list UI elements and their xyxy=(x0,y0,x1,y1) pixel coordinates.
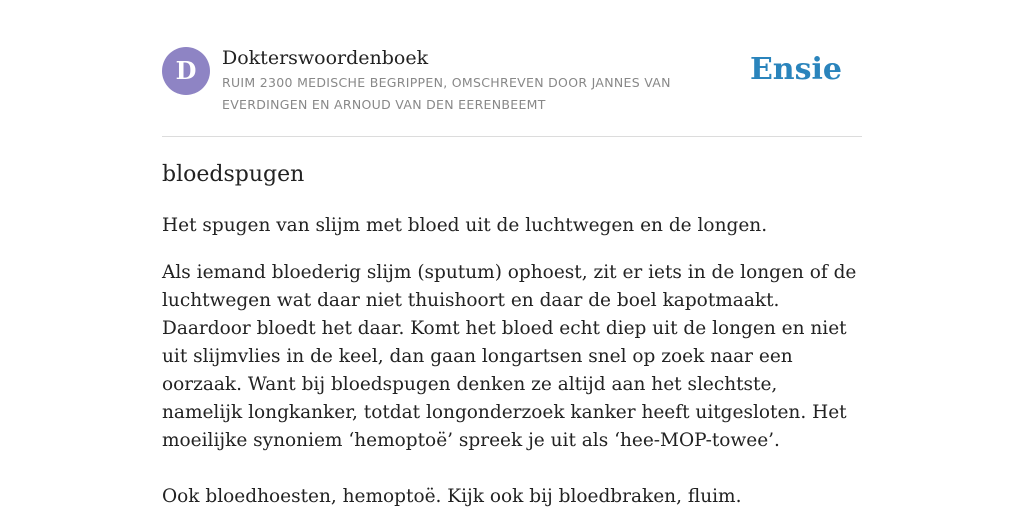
source-avatar[interactable]: D xyxy=(162,47,210,95)
entry-see-also: Ook bloedhoesten, hemoptoë. Kijk ook bij bloedbraken, fluim. xyxy=(162,486,742,507)
entry-content xyxy=(162,158,862,511)
source-title[interactable]: Dokterswoordenboek xyxy=(222,47,429,69)
brand-logo[interactable]: Ensie xyxy=(749,52,842,87)
entry-definition: Het spugen van slijm met bloed uit de luchtwegen en de longen. xyxy=(162,215,768,236)
source-header xyxy=(162,46,862,137)
entry-explanation: Als iemand bloederig slijm (sputum) ophoest, zit er iets in de longen of de luchtwegen wat daar niet thuishoort en daar de boel kapotmaakt. Daardoor bloedt het daar. Komt het bloed echt diep uit de longen en niet uit slijmvlies in de keel, dan gaan longartsen snel op zoek naar een oorzaak. Want bij bloedspugen denken ze altijd aan het slechtste, namelijk longkanker, totdat longonderzoek kanker heeft uitgesloten. Het moeilijke synoniem ‘hemoptoë’ spreek je uit als ‘hee-MOP-towee’. xyxy=(162,262,857,451)
source-subtitle: RUIM 2300 MEDISCHE BEGRIPPEN, OMSCHREVEN DOOR JANNES VAN EVERDINGEN EN ARNOUD VAN DEN EERENBEEMT xyxy=(222,75,671,112)
entry-term: bloedspugen xyxy=(162,162,305,187)
